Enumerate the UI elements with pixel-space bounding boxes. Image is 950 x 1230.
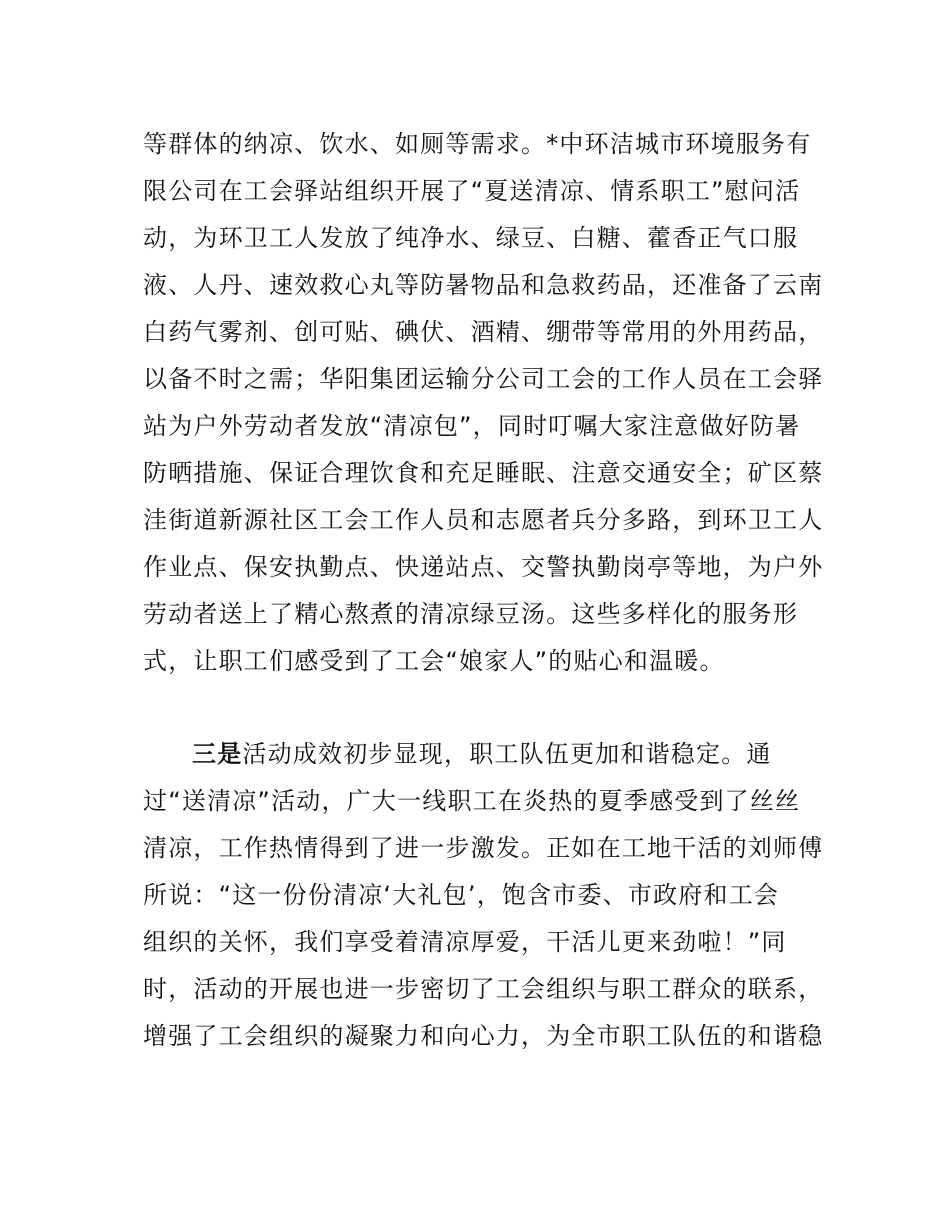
- paragraph-line: 液、人丹、速效救心丸等防暑物品和急救药品，还准备了云南: [143, 271, 824, 299]
- paragraph-line: 劳动者送上了精心熬煮的清凉绿豆汤。这些多样化的服务形: [143, 600, 799, 628]
- paragraph-first-line-text: 活动成效初步显现，职工队伍更加和谐稳定。通: [242, 740, 772, 768]
- paragraph-line: 所说：“这一份份清凉‘大礼包’，饱含市委、市政府和工会: [143, 881, 780, 909]
- paragraph-line: 过“送清凉”活动，广大一线职工在炎热的夏季感受到了丝丝: [143, 787, 801, 815]
- paragraph-line: 动，为环卫工人发放了纯净水、绿豆、白糖、藿香正气口服: [143, 224, 799, 252]
- paragraph-first-line: [192, 734, 772, 774]
- paragraph-line: 以备不时之需；华阳集团运输分公司工会的工作人员在工会驿: [143, 365, 824, 393]
- paragraph-line: 防晒措施、保证合理饮食和充足睡眠、注意交通安全；矿区蔡: [143, 459, 824, 487]
- paragraph-lead-bold: 三是: [192, 740, 243, 768]
- paragraph-line: 等群体的纳凉、饮水、如厕等需求。*中环洁城市环境服务有: [143, 130, 812, 158]
- paragraph-line: 作业点、保安执勤点、快递站点、交警执勤岗亭等地，为户外: [143, 553, 824, 581]
- paragraph-line: 白药气雾剂、创可贴、碘伏、酒精、绷带等常用的外用药品，: [143, 318, 824, 346]
- paragraph-line: 限公司在工会驿站组织开展了“夏送清凉、情系职工”慰问活: [143, 177, 801, 205]
- paragraph-line: 式，让职工们感受到了工会“娘家人”的贴心和温暖。: [143, 647, 725, 675]
- paragraph-line: 清凉，工作热情得到了进一步激发。正如在工地干活的刘师傅: [143, 834, 824, 862]
- paragraph-line: 洼街道新源社区工会工作人员和志愿者兵分多路，到环卫工人: [143, 506, 824, 534]
- paragraph-line: 时，活动的开展也进一步密切了工会组织与职工群众的联系，: [143, 975, 824, 1003]
- paragraph-line: 组织的关怀，我们享受着清凉厚爱，干活儿更来劲啦！”同: [143, 928, 787, 956]
- paragraph-line: 站为户外劳动者发放“清凉包”，同时叮嘱大家注意做好防暑: [143, 412, 801, 440]
- paragraph-line: 增强了工会组织的凝聚力和向心力，为全市职工队伍的和谐稳: [143, 1022, 824, 1050]
